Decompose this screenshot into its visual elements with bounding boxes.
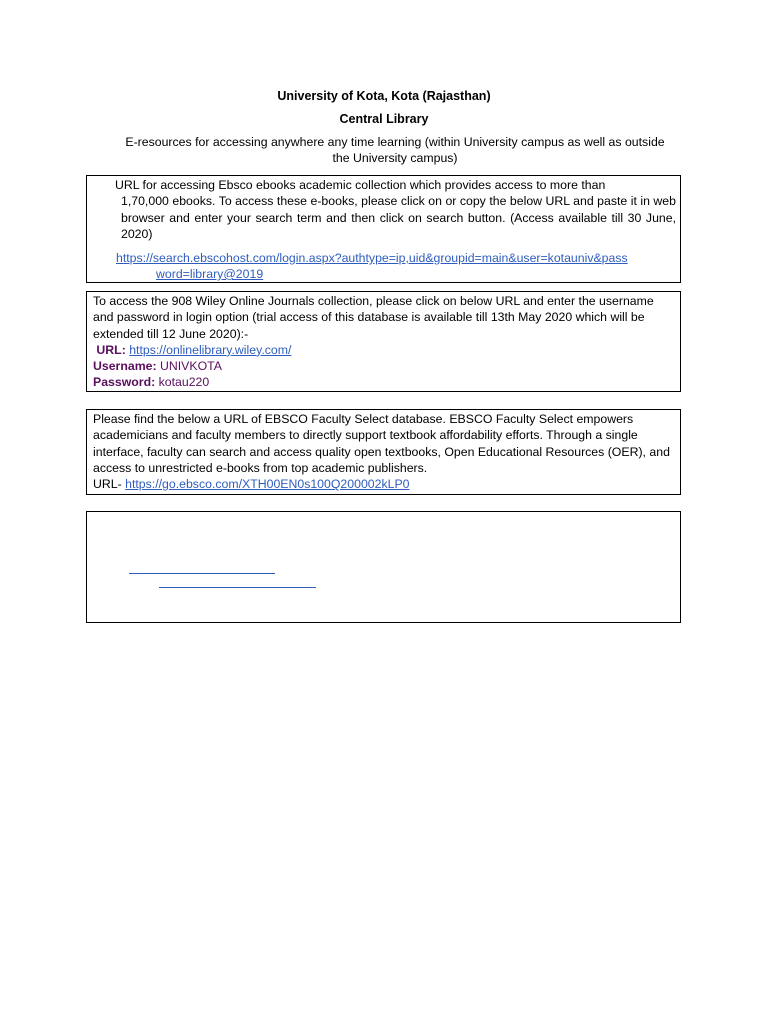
ebsco-ebooks-text-rest: 1,70,000 ebooks. To access these e-books, please click on or copy the below URL and paste it in web browser and enter your search term and then click on search button. (Access available till 30 June, 2020) [121, 194, 676, 242]
empty-link-underline [159, 587, 316, 588]
empty-link-underline [129, 573, 275, 574]
faculty-select-url-link[interactable]: https://go.ebsco.com/XTH00EN0s100Q200002kLP0 [125, 477, 410, 492]
ebsco-ebooks-url-part1[interactable]: https://search.ebscohost.com/login.aspx?authtype=ip,uid&groupid=main&user=kotauniv&pass [116, 251, 628, 265]
ebsco-ebooks-description [115, 177, 676, 243]
wiley-description: To access the 908 Wiley Online Journals collection, please click on below URL and enter the username and password in login option (trial access of this database is available till 13th May 2020 which will be extended till 12 June 2020):- [93, 294, 654, 341]
ebsco-ebooks-url-part2[interactable]: word=library@2019 [156, 267, 264, 281]
wiley-password-value: kotau220 [158, 375, 210, 390]
wiley-password-label: Password: [93, 375, 156, 390]
wiley-description-block [93, 293, 673, 391]
ebsco-ebooks-text-line1: URL for accessing Ebsco ebooks academic collection which provides access to more than [115, 178, 606, 192]
faculty-select-description: Please find the below a URL of EBSCO Faculty Select database. EBSCO Faculty Select empowers academicians and faculty members to directly support textbook affordability efforts. Through a single interface, faculty can search and access quality open textbooks, Open Educational Resources (OER), and access to unrestricted e-books from top academic publishers. [93, 412, 670, 475]
wiley-url-label: URL: [96, 342, 126, 357]
wiley-journals-box [86, 291, 681, 392]
wiley-username-label: Username: [93, 359, 157, 374]
wiley-username-value: UNIVKOTA [159, 359, 222, 374]
faculty-select-url-label: URL- [93, 477, 122, 492]
faculty-select-block [93, 411, 673, 492]
page-title: University of Kota, Kota (Rajasthan) [277, 89, 491, 103]
page-subtitle: Central Library [339, 112, 429, 126]
ebsco-ebooks-box [86, 175, 681, 283]
faculty-select-box [86, 409, 681, 495]
wiley-url-row [93, 342, 673, 358]
intro-text: E-resources for accessing anywhere any time learning (within University campus as well as outside the University campus) [125, 135, 665, 165]
ebsco-ebooks-link[interactable] [116, 250, 672, 282]
wiley-url-link[interactable]: https://onlinelibrary.wiley.com/ [129, 342, 292, 357]
wiley-username-row [93, 358, 673, 374]
faculty-select-url-row [93, 476, 673, 492]
wiley-password-row [93, 374, 673, 390]
empty-box [86, 511, 681, 623]
